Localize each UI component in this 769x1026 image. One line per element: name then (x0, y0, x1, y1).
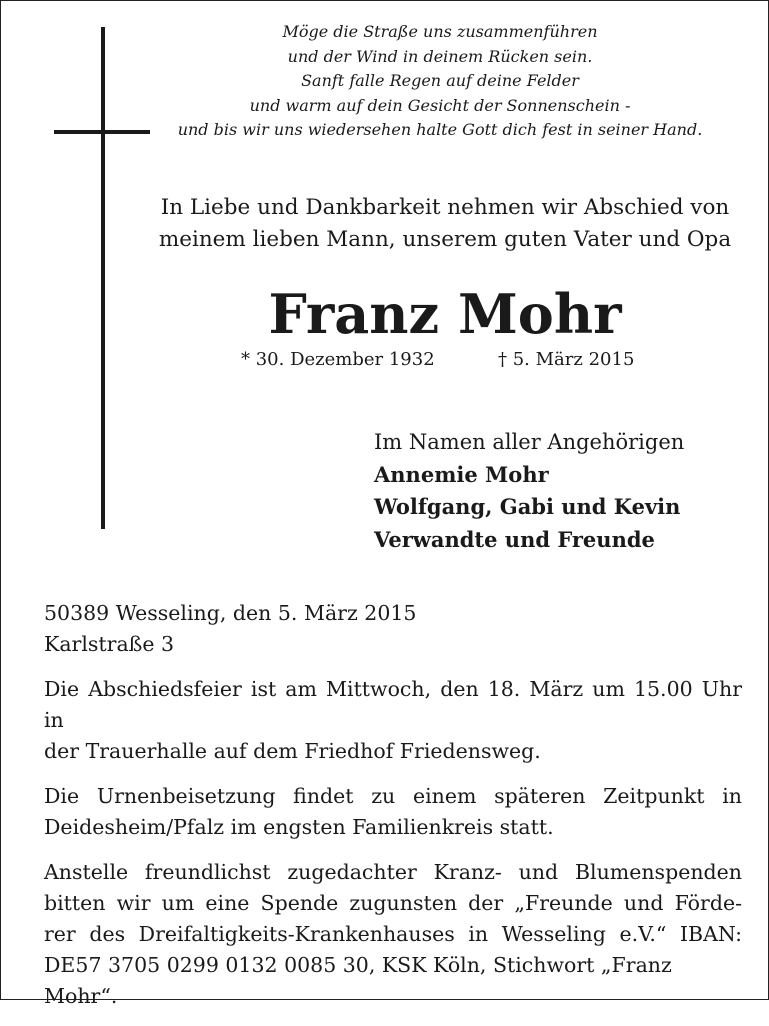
burial-line: Die Urnenbeisetzung findet zu einem späteren Zeitpunkt in (44, 784, 742, 808)
address-line: 50389 Wesseling, den 5. März 2015 (44, 601, 417, 625)
donation-line: rer des Dreifaltigkeits-Krankenhauses in Wesseling e.V.“ IBAN: (44, 922, 742, 946)
poem-line: und bis wir uns wiedersehen halte Gott dich fest in seiner Hand. (177, 120, 703, 139)
donation-paragraph (44, 857, 742, 1012)
cross-icon-bar (54, 130, 150, 134)
donation-line: Anstelle freundlichst zugedachter Kranz- und Blumenspenden (44, 860, 742, 884)
burial-line: Deidesheim/Pfalz im engsten Familienkreis statt. (44, 815, 554, 839)
family-member: Annemie Mohr (374, 461, 549, 487)
intro-line: In Liebe und Dankbarkeit nehmen wir Abschied von (160, 195, 730, 220)
family-block (374, 426, 684, 556)
ceremony-paragraph (44, 674, 742, 767)
family-heading: Im Namen aller Angehörigen (374, 430, 685, 454)
intro-text (150, 192, 740, 256)
notice-body (44, 598, 742, 1026)
cross-icon (101, 27, 105, 529)
poem-line: und der Wind in deinem Rücken sein. (287, 46, 593, 66)
address-block (44, 598, 742, 660)
ceremony-line: Die Abschiedsfeier ist am Mittwoch, den 18. März um 15.00 Uhr in (44, 677, 742, 732)
intro-line: meinem lieben Mann, unserem guten Vater und Opa (158, 227, 732, 252)
family-member: Verwandte und Freunde (374, 526, 655, 552)
birth-date: * 30. Dezember 1932 (241, 349, 435, 370)
poem-line: Möge die Straße uns zusammenführen (282, 22, 598, 41)
address-line: Karlstraße 3 (44, 632, 175, 656)
poem-line: Sanft falle Regen auf deine Felder (301, 71, 579, 90)
family-member: Wolfgang, Gabi und Kevin (374, 494, 681, 519)
poem (170, 20, 710, 143)
death-date: † 5. März 2015 (498, 349, 635, 370)
donation-line: DE57 3705 0299 0132 0085 30, KSK Köln, Stichwort „Franz Mohr“. (44, 953, 672, 1008)
donation-line: bitten wir um eine Spende zugunsten der „Freunde und Förde- (44, 891, 742, 915)
deceased-name: Franz Mohr (268, 282, 622, 346)
poem-line: und warm auf dein Gesicht der Sonnenschein - (249, 95, 631, 115)
ceremony-line: der Trauerhalle auf dem Friedhof Friedensweg. (44, 739, 541, 763)
burial-paragraph (44, 781, 742, 843)
